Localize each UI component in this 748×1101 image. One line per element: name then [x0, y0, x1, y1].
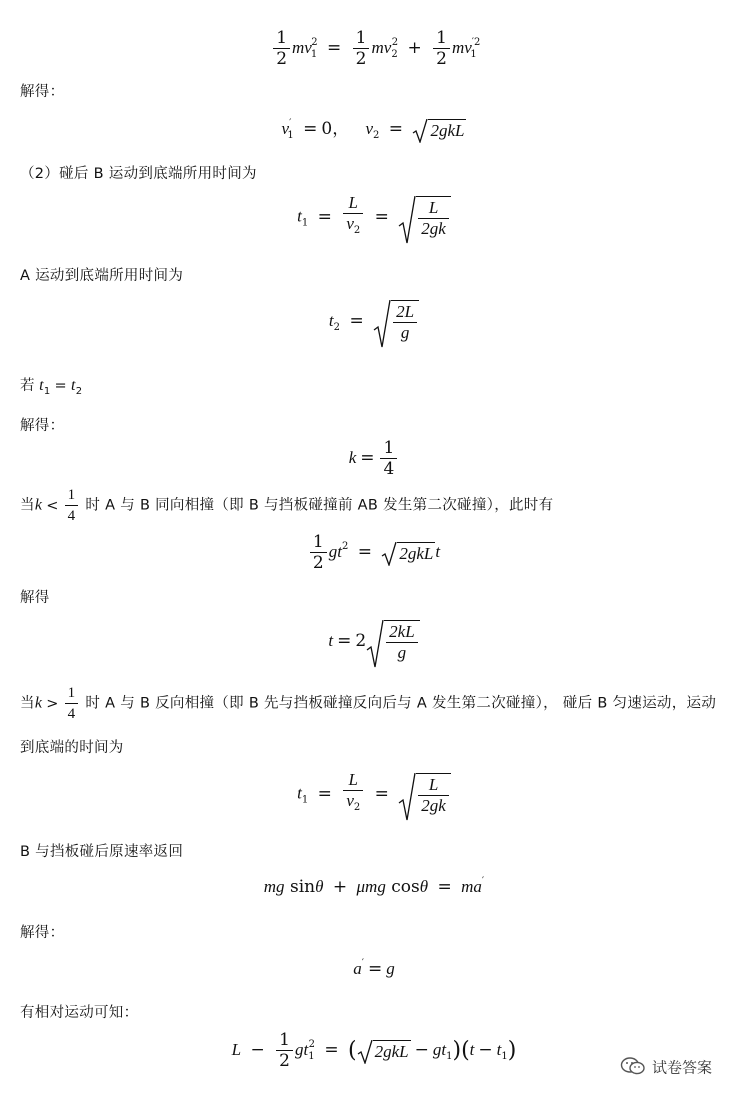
equation-t-solution: t = 2 $\frac{2kL}{g}$ [0, 620, 748, 663]
equation-same-direction: $\frac{1}{2}$ $gt^2$ = 2gkL t [0, 532, 748, 573]
equation-acceleration: a′ = g [353, 958, 395, 979]
text-solution-3: 解得 [20, 590, 50, 606]
text-case-less: 当k < $\frac{1}{4}$ 时 A 与 B 同向相撞（即 B 与挡板碰撞前 AB 发生第二次碰撞），此时有 [20, 487, 554, 524]
equation-t1-b-repeat: $t_1$ = $\frac{L}{v_2}$ = $\frac{L}{2gk}$ [0, 770, 748, 818]
watermark [620, 1056, 712, 1080]
text-relative-motion: 有相对运动可知： [20, 1005, 139, 1021]
text-part-2: （2）碰后 B 运动到底端所用时间为 [20, 166, 257, 182]
sqrt: 2gkL [381, 542, 435, 564]
text-condition: 若 $t_1 = t_2$ [20, 377, 83, 397]
fraction: $\frac{1}{2}$ [310, 532, 327, 573]
text-a-time: A 运动到底端所用时间为 [20, 268, 184, 284]
text-case-greater: 当k > $\frac{1}{4}$ 时 A 与 B 反向相撞（即 B 先与挡板碰撞反向后与 A 发生第二次碰撞）， 碰后 B 匀速运动，运动 [20, 685, 717, 722]
sqrt: $\frac{L}{2gk}$ [398, 196, 451, 239]
equation-momentum-energy: $\frac{1}{2}$ $mv_1^2$ = $\frac{1}{2}$ $mv_2^2$ + $\frac{1}{2}$ $mv^{'2}_1$ [0, 28, 748, 69]
text-solution-2: 解得： [20, 418, 65, 434]
text-solution-1: 解得： [20, 84, 65, 100]
fraction: $\frac{1}{2}$ [353, 28, 370, 69]
equation-relative: L − $\frac{1}{2}$ $gt_1^2$ = ( $2gkL - gt_1)(t - t_1)$ [231, 1030, 517, 1071]
fraction: $\frac{1}{2}$ [273, 28, 290, 69]
sqrt: $\frac{2kL}{g}$ [366, 620, 420, 663]
sqrt: 2gkL [357, 1040, 411, 1062]
equation-newton: mg sinθ + μmg cosθ = ma′ [263, 876, 485, 897]
fraction: $\frac{1}{4}$ [380, 438, 397, 479]
sqrt: $\frac{2L}{g}$ [373, 300, 419, 343]
wechat-icon [620, 1056, 646, 1080]
sqrt: 2gkL [412, 119, 466, 141]
equation-velocities: $v'_1 = 0$， $v_2$ = 2gkL [281, 118, 465, 141]
fraction: $\frac{1}{2}$ [433, 28, 450, 69]
equation-k: k = $\frac{1}{4}$ [0, 438, 748, 479]
watermark-label: 试卷答案 [652, 1058, 713, 1077]
equation-t2: $t_2$ = $\frac{2L}{g}$ [0, 300, 748, 343]
text-to-bottom: 到底端的时间为 [20, 740, 124, 756]
equation-t1-b: $t_1$ = $\frac{L}{v_2}$ = $\frac{L}{2gk}$ [0, 193, 748, 241]
text-solution-4: 解得： [20, 925, 65, 941]
fraction: $\frac{L}{v_2}$ [343, 193, 363, 241]
sqrt: $\frac{L}{2gk}$ [398, 773, 451, 816]
fraction: $\frac{1}{2}$ [276, 1030, 293, 1071]
text-rebound: B 与挡板碰后原速率返回 [20, 844, 184, 860]
fraction: $\frac{L}{v_2}$ [343, 770, 363, 818]
